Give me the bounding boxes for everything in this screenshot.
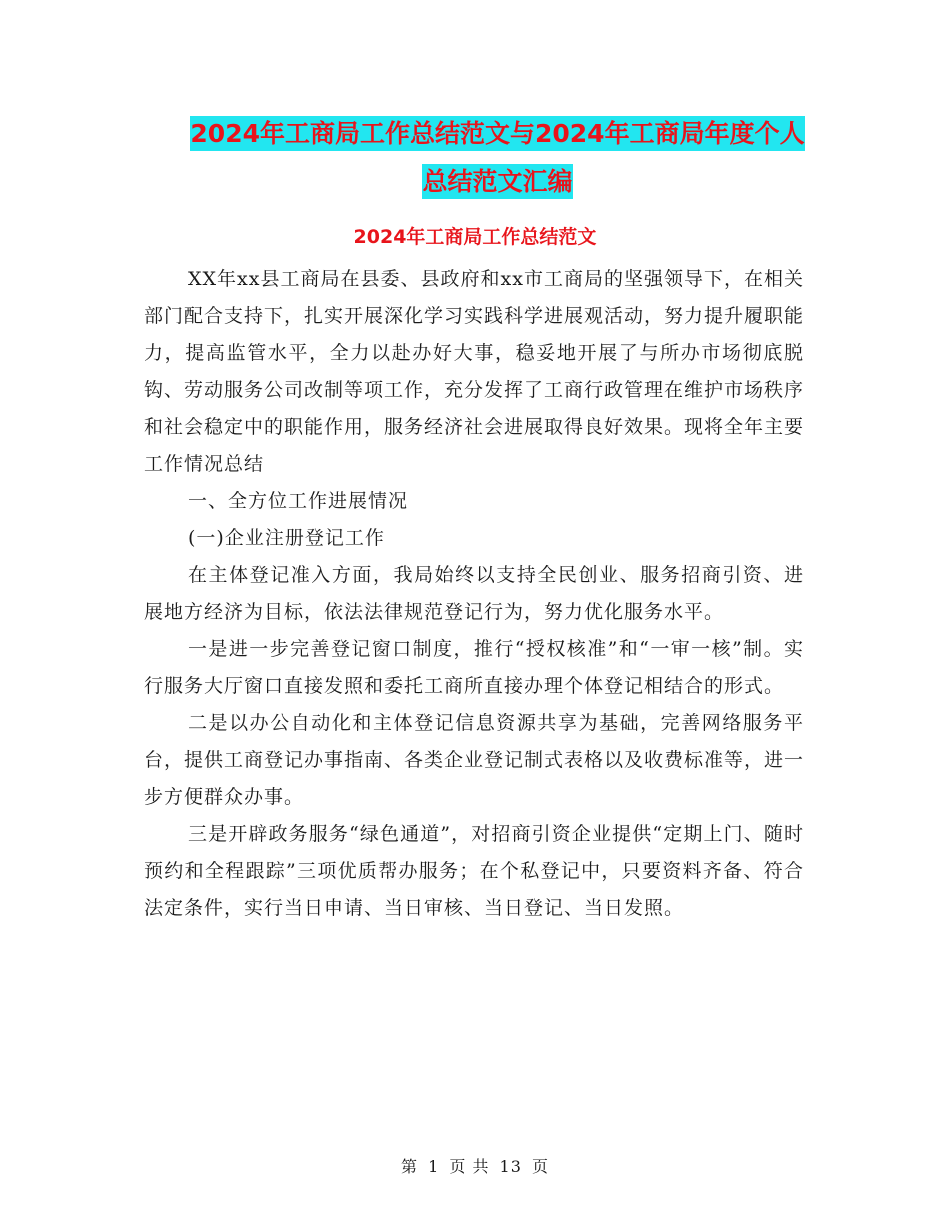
footer-prefix: 第 [400, 1157, 418, 1176]
paragraph-point-two: 二是以办公自动化和主体登记信息资源共享为基础，完善网络服务平台，提供工商登记办事指南、各类企业登记制式表格以及收费标准等，进一步方便群众办事。 [144, 712, 805, 808]
document-title-line-2: 总结范文汇编 [422, 164, 572, 199]
footer-current-page: 1 [428, 1157, 440, 1176]
document-body [144, 261, 804, 927]
subheading-registration: (一)企业注册登记工作 [188, 527, 385, 549]
heading-overall-progress: 一、全方位工作进展情况 [188, 490, 409, 512]
page-footer [0, 1154, 950, 1177]
footer-mid: 页 共 [449, 1157, 490, 1176]
paragraph-point-three: 三是开辟政务服务“绿色通道”，对招商引资企业提供“定期上门、随时预约和全程跟踪”三项优质帮办服务；在个私登记中，只要资料齐备、符合法定条件，实行当日申请、当日审核、当日登记、当日发照。 [144, 823, 804, 919]
paragraph-point-one: 一是进一步完善登记窗口制度，推行“授权核准”和“一审一核”制。实行服务大厅窗口直接发照和委托工商所直接办理个体登记相结合的形式。 [144, 638, 804, 697]
document-title [140, 110, 855, 206]
footer-total-pages: 13 [499, 1157, 522, 1176]
paragraph-intro: XX年xx县工商局在县委、县政府和xx市工商局的坚强领导下，在相关部门配合支持下，扎实开展深化学习实践科学进展观活动，努力提升履职能力，提高监管水平，全力以赴办好大事，稳妥地开展了与所办市场彻底脱钩、劳动服务公司改制等项工作，充分发挥了工商行政管理在维护市场秩序和社会稳定中的职能作用，服务经济社会进展取得良好效果。现将全年主要工作情况总结 [144, 268, 805, 475]
section-title: 2024年工商局工作总结范文 [353, 226, 597, 248]
document-title-line-1: 2024年工商局工作总结范文与2024年工商局年度个人 [190, 116, 804, 151]
footer-suffix: 页 [532, 1157, 550, 1176]
paragraph-registration: 在主体登记准入方面，我局始终以支持全民创业、服务招商引资、进展地方经济为目标，依法法律规范登记行为，努力优化服务水平。 [144, 564, 804, 623]
